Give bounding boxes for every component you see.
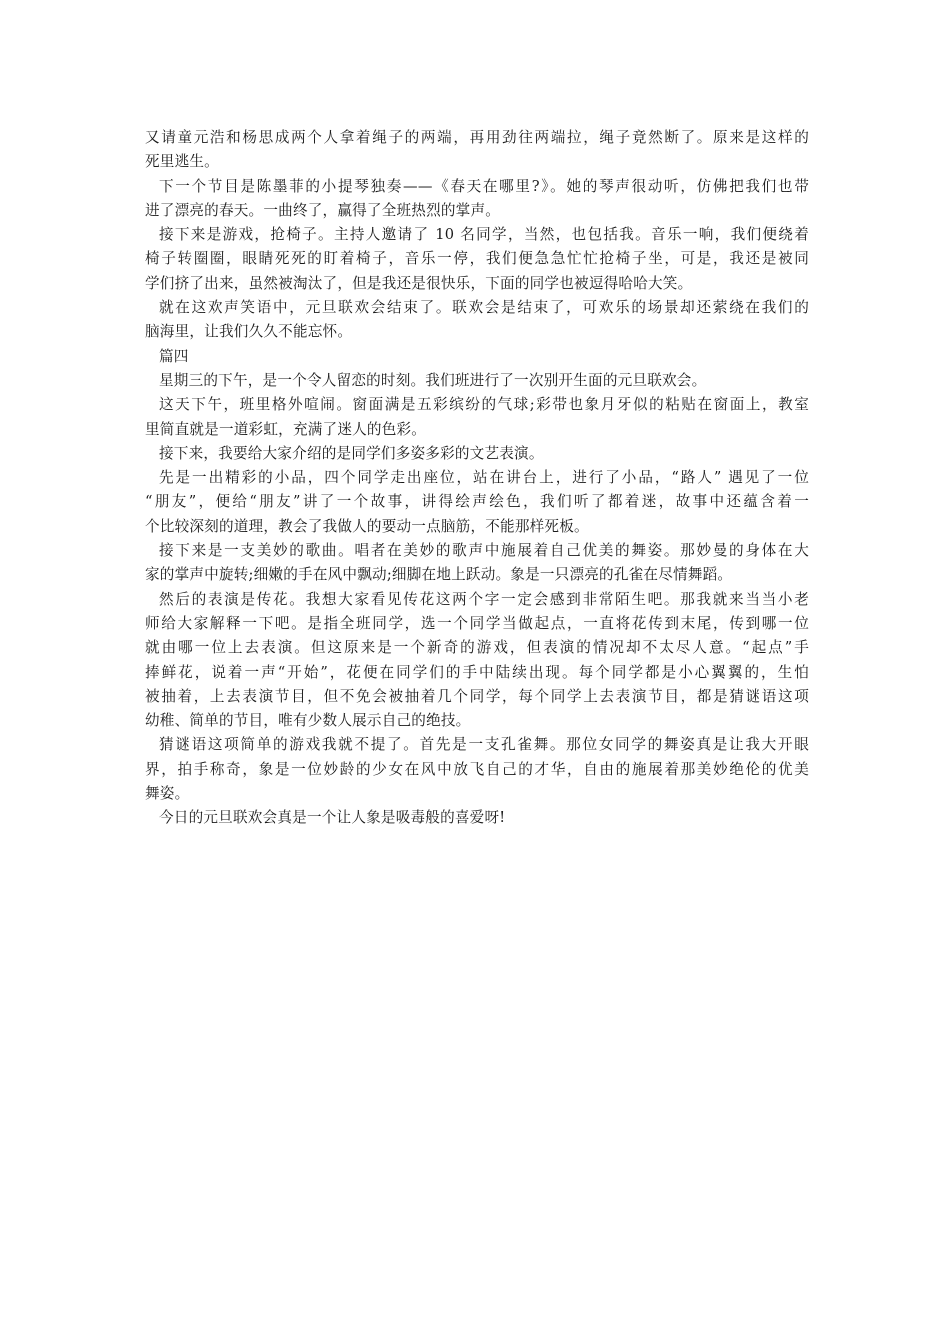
text-line: 今日的元旦联欢会真是一个让人象是吸毒般的喜爱呀!	[159, 809, 506, 827]
paragraph	[145, 539, 809, 588]
heading-line: 篇四	[159, 347, 189, 365]
paragraph	[145, 126, 809, 175]
text-line: 接下来是游戏，抢椅子。主持人邀请了 10 名同学，当然，也包括我。音乐一响，我们便绕着	[159, 226, 809, 244]
paragraph	[145, 733, 809, 806]
text-line: 个比较深刻的道理，教会了我做人的要动一点脑筋，不能那样死板。	[145, 517, 589, 535]
text-line: 界，拍手称奇，象是一位妙龄的少女在风中放飞自己的才华，自由的施展着那美妙绝伦的优美	[145, 760, 809, 778]
text-line: 进了漂亮的春天。一曲终了，赢得了全班热烈的掌声。	[145, 201, 501, 219]
text-line: 幼稚、简单的节目，唯有少数人展示自己的绝技。	[145, 712, 471, 730]
text-line: 脑海里，让我们久久不能忘怀。	[145, 323, 353, 341]
paragraph	[145, 175, 809, 224]
text-line: 下一个节目是陈墨菲的小提琴独奏——《春天在哪里?》。她的琴声很动听，仿佛把我们也带	[159, 177, 809, 195]
paragraph	[145, 223, 809, 296]
paragraph	[145, 296, 809, 345]
paragraph	[145, 806, 809, 830]
text-line: 先是一出精彩的小品，四个同学走出座位，站在讲台上，进行了小品，“路人” 遇见了一位	[159, 469, 809, 487]
text-line: 被抽着，上去表演节目，但不免会被抽着几个同学，每个同学上去表演节目，都是猜谜语这项	[145, 687, 809, 705]
text-line: 学们挤了出来，虽然被淘汰了，但是我还是很快乐，下面的同学也被逗得哈哈大笑。	[145, 274, 693, 292]
text-line: 又请童元浩和杨思成两个人拿着绳子的两端，再用劲往两端拉，绳子竟然断了。原来是这样的	[145, 129, 809, 146]
text-line: 星期三的下午，是一个令人留恋的时刻。我们班进行了一次别开生面的元旦联欢会。	[159, 371, 707, 389]
paragraph	[145, 369, 809, 393]
text-line: 舞姿。	[145, 785, 190, 803]
text-line: 里简直就是一道彩虹，充满了迷人的色彩。	[145, 420, 427, 438]
document-body	[145, 126, 809, 831]
section-heading	[145, 345, 809, 369]
text-line: 然后的表演是传花。我想大家看见传花这两个字一定会感到非常陌生吧。那我就来当当小老	[159, 590, 809, 608]
text-line: 接下来是一支美妙的歌曲。唱者在美妙的歌声中施展着自己优美的舞姿。那妙曼的身体在大	[159, 542, 809, 560]
paragraph	[145, 393, 809, 442]
paragraph	[145, 466, 809, 539]
text-line: 捧鲜花，说着一声“开始”，花便在同学们的手中陆续出现。每个同学都是小心翼翼的，生怕	[145, 663, 809, 681]
text-line: 就由哪一位上去表演。但这原来是一个新奇的游戏，但表演的情况却不太尽人意。“起点”手	[145, 639, 809, 657]
text-line: “朋友”，便给“朋友”讲了一个故事，讲得绘声绘色，我们听了都着迷，故事中还蕴含着一	[145, 493, 809, 511]
text-line: 家的掌声中旋转;细嫩的手在风中飘动;细脚在地上跃动。象是一只漂亮的孔雀在尽情舞蹈。	[145, 566, 733, 584]
text-line: 椅子转圈圈，眼睛死死的盯着椅子，音乐一停，我们便急急忙忙抢椅子坐，可是，我还是被同	[145, 250, 809, 268]
text-line: 接下来，我要给大家介绍的是同学们多姿多彩的文艺表演。	[159, 444, 544, 462]
text-line: 师给大家解释一下吧。是指全班同学，选一个同学当做起点，一直将花传到末尾，传到哪一位	[145, 614, 809, 632]
text-line: 这天下午，班里格外喧闹。窗面满是五彩缤纷的气球;彩带也象月牙似的粘贴在窗面上，教室	[159, 396, 809, 414]
text-line: 猜谜语这项简单的游戏我就不提了。首先是一支孔雀舞。那位女同学的舞姿真是让我大开眼	[159, 736, 809, 754]
text-line: 死里逃生。	[145, 153, 219, 171]
paragraph	[145, 588, 809, 734]
text-line: 就在这欢声笑语中，元旦联欢会结束了。联欢会是结束了，可欢乐的场景却还萦绕在我们的	[159, 299, 809, 317]
paragraph	[145, 442, 809, 466]
